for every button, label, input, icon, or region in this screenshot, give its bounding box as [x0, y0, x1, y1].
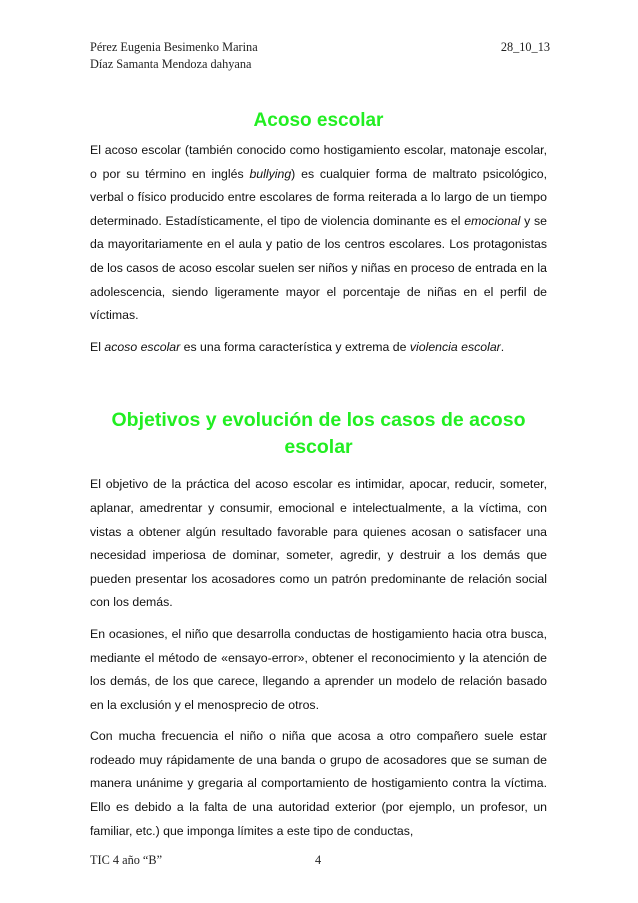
text-run: El acoso escolar (también conocido como hostigamiento escolar, matonaje escolar, o por su término en inglés	[90, 143, 547, 181]
section-title-acoso-escolar: Acoso escolar	[253, 110, 384, 131]
section-title-objetivos	[90, 407, 547, 461]
text-run: y se da mayoritariamente en el aula y patio de los centros escolares. Los protagonistas de los casos de acoso escolar suelen ser niños y niñas en proceso de entrada en la adolescencia, siendo ligeramente mayor el porcentaje de niñas en el perfil de víctimas.	[90, 213, 547, 323]
text-run: El	[90, 339, 105, 354]
paragraph-ensayo-error: En ocasiones, el niño que desarrolla conductas de hostigamiento hacia otra busca, mediante el método de «ensayo-error», obtener el reconocimiento y la atención de los demás, de los que carece, llegando a aprender un modelo de relación basado en la exclusión y el menosprecio de otros.	[90, 626, 547, 712]
emphasis-emocional: emocional	[464, 213, 521, 228]
page-footer	[90, 853, 550, 868]
text-run: ) es cualquier forma de maltrato psicológico, verbal o físico producido entre escolares de forma reiterada a lo largo de un tiempo determinado. Estadísticamente, el tipo de violencia dominante es el	[90, 166, 547, 228]
page-number: 4	[315, 853, 322, 867]
paragraph-objetivo: El objetivo de la práctica del acoso escolar es intimidar, apocar, reducir, someter, aplanar, amedrentar y consumir, emocional e intelectualmente, a la víctima, con vistas a obtener algún resultado favorable para quienes acosan o satisfacer una necesidad imperiosa de dominar, someter, agredir, y destruir a los demás que pueden presentar los acosadores como un patrón predominante de relación social con los demás.	[90, 477, 547, 610]
text-run: .	[500, 339, 505, 354]
emphasis-violencia-escolar: violencia escolar	[409, 339, 501, 354]
header-authors-line-1: Pérez Eugenia Besimenko Marina	[90, 40, 258, 54]
emphasis-acoso-escolar: acoso escolar	[104, 339, 181, 354]
paragraph-violencia-escolar	[90, 336, 547, 360]
text-run: es una forma característica y extrema de	[180, 339, 410, 354]
title-line-2: escolar	[284, 436, 353, 459]
page-header	[90, 39, 550, 73]
paragraph-definition	[90, 139, 547, 328]
header-authors-line-2: Díaz Samanta Mendoza dahyana	[90, 57, 252, 71]
header-date: 28_10_13	[500, 40, 550, 54]
page-body	[90, 109, 547, 851]
footer-course: TIC 4 año “B”	[90, 853, 163, 867]
emphasis-bullying: bullying	[249, 166, 292, 181]
title-line-1: Objetivos y evolución de los casos de acoso	[111, 409, 526, 432]
paragraph-banda-acosadores: Con mucha frecuencia el niño o niña que acosa a otro compañero suele estar rodeado muy rápidamente de una banda o grupo de acosadores que se suman de manera unánime y gregaria al comportamiento de hostigamiento contra la víctima. Ello es debido a la falta de una autoridad exterior (por ejemplo, un profesor, un familiar, etc.) que imponga límites a este tipo de conductas,	[90, 729, 547, 838]
